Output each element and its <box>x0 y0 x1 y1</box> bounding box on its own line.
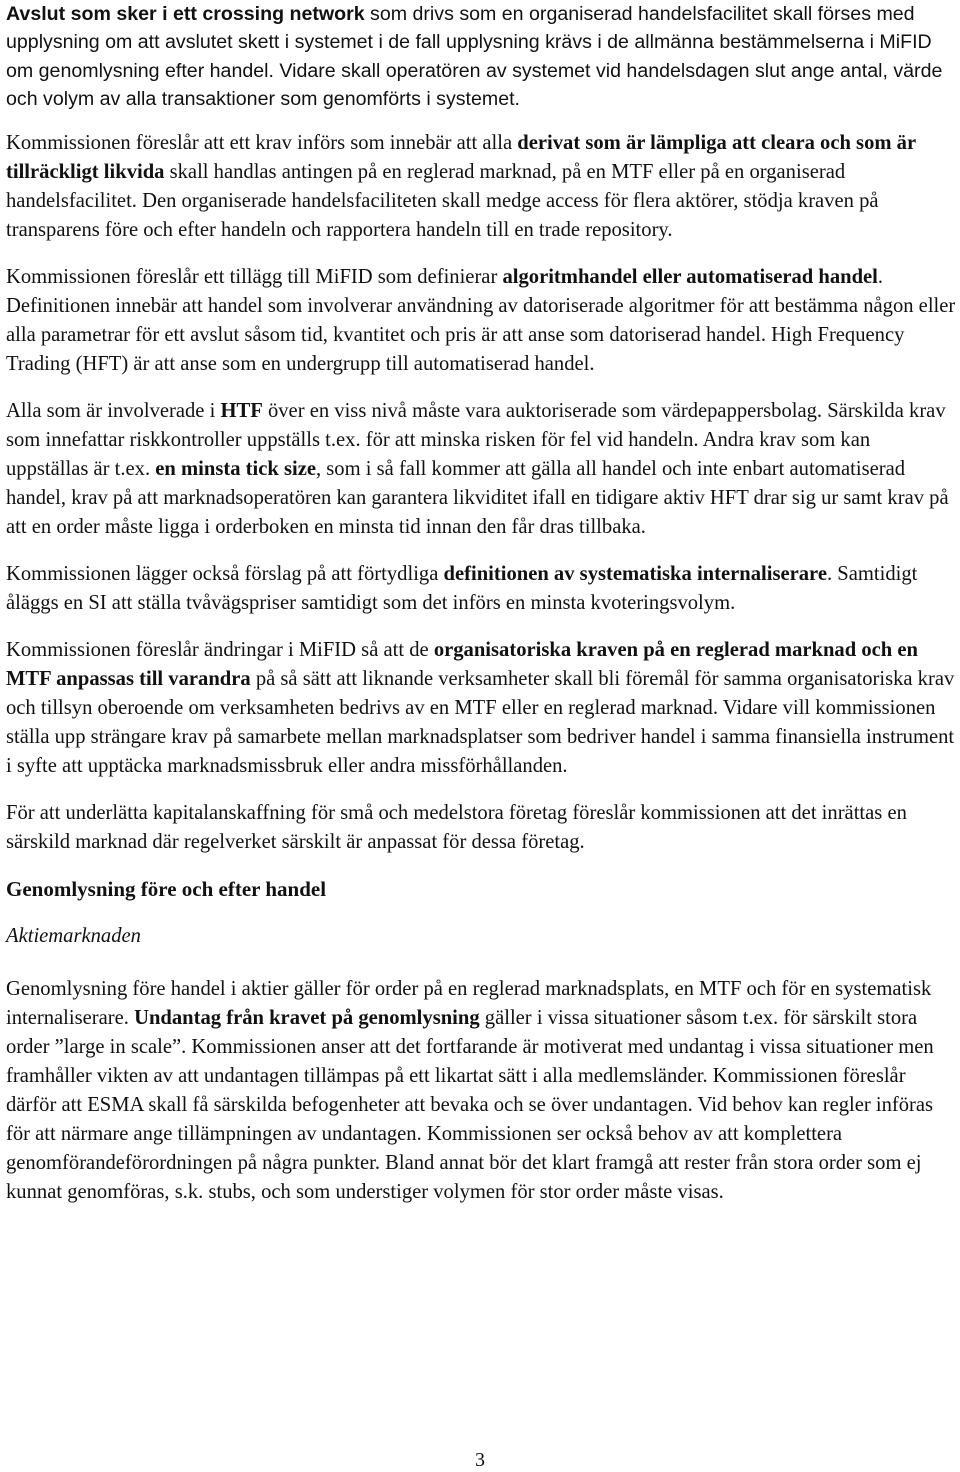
paragraph-text: som drivs som en organiserad handelsfacilitet skall förses med upplysning om att avslutet skett i systemet i de fall upplysning krävs i de allmänna bestämmelserna i MiFID om genomlysning efter handel. Vidare skall operatören av systemet vid handelsdagen slut ange antal, värde och volym av alla transaktioner som genomförts i systemet. <box>6 3 943 110</box>
section-subheading: Aktiemarknaden <box>6 925 141 948</box>
paragraph-text: Alla som är involverade i <box>6 400 221 423</box>
page-number: 3 <box>475 1449 485 1471</box>
bold-phrase: Undantag från kravet på genomlysning <box>134 1007 480 1030</box>
paragraph-organisational-requirements <box>6 636 956 781</box>
bold-phrase: HTF <box>220 400 263 423</box>
paragraph-text: Kommissionen föreslår att ett krav införs som innebär att alla <box>6 132 518 155</box>
section-heading: Genomlysning före och efter handel <box>6 877 327 902</box>
paragraph-text: För att underlätta kapitalanskaffning för små och medelstora företag föreslår kommissionen att det inrättas en särskild marknad där regelverket särskilt är anpassat för dessa företag. <box>6 802 907 854</box>
paragraph-sme-market <box>6 799 956 857</box>
paragraph-text: Kommissionen lägger också förslag på att förtydliga <box>6 563 444 586</box>
paragraph-text: på så sätt att liknande verksamheter skall bli föremål för samma organisatoriska krav och tillsyn oberoende om verksamheten bedrivs av en MTF eller en reglerad marknad. <box>6 668 955 720</box>
paragraph-systematic-internalisers <box>6 560 956 618</box>
bold-phrase: derivat som är lämpliga att cleara och som är tillräckligt likvida <box>6 132 916 184</box>
paragraph-text: Vidare vill kommissionen ställa upp strängare krav på samarbete mellan marknadsplatser som bedriver handel i samma finansiella instrument i syfte att upptäcka marknadsmissbruk eller andra missförhållanden. <box>6 697 955 778</box>
paragraph-derivatives <box>6 129 956 245</box>
paragraph-text: High Frequency Trading (HFT) är att anse som en undergrupp till automatiserad handel. <box>6 324 905 376</box>
paragraph-text: Den organiserade handelsfaciliteten skall medge access för flera aktörer, stödja kraven på transparens före och efter handeln och rapportera handeln till en trade repository. <box>6 190 879 242</box>
paragraph-algorithmic-trading <box>6 263 956 379</box>
document-page <box>6 0 956 1225</box>
paragraph-text: , som i så fall kommer att gälla all handel och inte enbart automatiserad handel, krav på att marknadsoperatören kan garantera likviditet ifall en tidigare aktiv HFT drar sig ur samt krav på att en order måste ligga i orderboken en minsta tid innan den får dras tillbaka. <box>6 458 949 539</box>
paragraph-text: . Definitionen innebär att handel som involverar användning av datoriserade algoritmer för att bestämma någon eller alla parametrar för ett avslut såsom tid, kvantitet och pris är att anse som datoriserad handel. <box>6 266 956 347</box>
bold-phrase: en minsta tick size <box>155 458 316 481</box>
bold-phrase: Avslut som sker i ett crossing network <box>6 3 365 25</box>
paragraph-text: gäller i vissa situationer såsom t.ex. för särskilt stora order ”large in scale”. Kommissionen anser att det fortfarande är motiverat med undantag i vissa situationer men framhåller vikten av att undantagen tillämpas på ett likartat sätt i alla medlemsländer. Kommissionen föreslår därför att ESMA skall få särskilda befogenheter att bevaka och se över undantagen. Vid behov kan regler införas för att närmare ange tillämpningen av undantagen. Kommissionen ser också behov av att komplettera genomförandeförordningen på några punkter. Bland annat bör det klart framgå att rester från stora order som ej kunnat genomföras, s.k. stubs, och som understiger volymen för stor order måste visas. <box>6 1007 934 1204</box>
bold-phrase: definitionen av systematiska internaliserare <box>443 563 827 586</box>
paragraph-text: Genomlysning före handel i aktier gäller för order på en reglerad marknadsplats, en MTF och för en systematisk internaliserare. <box>6 978 932 1030</box>
paragraph-text: Kommissionen föreslår ändringar i MiFID så att de <box>6 639 434 662</box>
bold-phrase: algoritmhandel eller automatiserad handel <box>502 266 878 289</box>
paragraph-crossing-network <box>6 0 956 113</box>
bold-phrase: organisatoriska kraven på en reglerad marknad och en MTF anpassas till varandra <box>6 639 918 691</box>
paragraph-text: . Samtidigt åläggs en SI att ställa tvåvägspriser samtidigt som det införs en minsta kvoteringsvolym. <box>6 563 918 615</box>
paragraph-text: skall handlas antingen på en reglerad marknad, på en MTF eller på en organiserad handelsfacilitet. <box>6 161 846 213</box>
paragraph-pre-trade-transparency <box>6 975 956 1207</box>
paragraph-htf <box>6 397 956 542</box>
paragraph-text: över en viss nivå måste vara auktoriserade som värdepappersbolag. Särskilda krav som innefattar riskkontroller uppställs t.ex. för att minska risken för fel vid handeln. Andra krav som kan uppställas är t.ex. <box>6 400 946 481</box>
paragraph-text: Kommissionen föreslår ett tillägg till MiFID som definierar <box>6 266 503 289</box>
